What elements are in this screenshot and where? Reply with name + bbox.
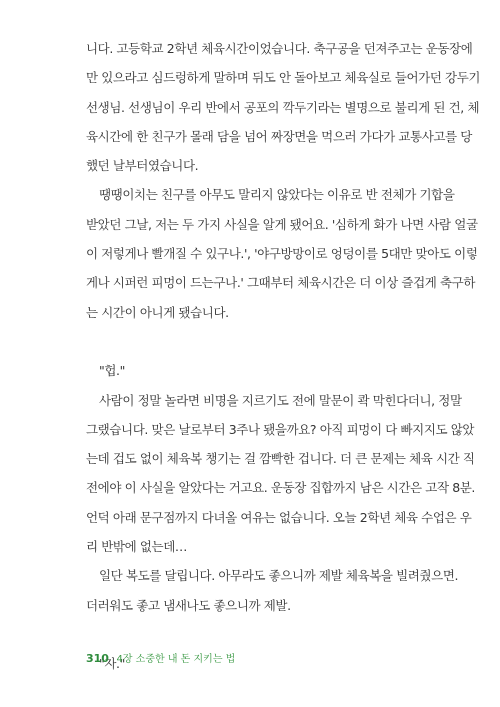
page-footer <box>86 650 235 665</box>
text-line: 전에야 이 사실을 알았다는 거고요. 운동장 집합까지 남은 시간은 고작 8분. <box>86 480 476 496</box>
text-line: 는 시간이 아니게 됐습니다. <box>86 304 229 320</box>
text-line: 사람이 정말 놀라면 비명을 지르기도 전에 말문이 콱 막힌다더니, 정말 <box>99 392 462 408</box>
text-line: 했던 날부터였습니다. <box>86 158 199 174</box>
text-line: 받았던 그날, 저는 두 가지 사실을 알게 됐어요. '심하게 화가 나면 사람 얼굴 <box>86 216 478 232</box>
page-number: 310 <box>86 652 109 665</box>
paragraph-gap <box>86 620 408 649</box>
body-text <box>86 34 481 679</box>
dialogue-line: "자." <box>99 656 125 672</box>
text-line: 리 반밖에 없는데… <box>86 539 187 555</box>
text-line: 선생님. 선생님이 우리 반에서 공포의 깍두기라는 별명으로 불리게 된 건, 체 <box>86 99 480 115</box>
text-line: 언덕 아래 문구점까지 다녀올 여유는 없습니다. 오늘 2학년 체육 수업은 우 <box>86 509 472 525</box>
text-line: 니다. 고등학교 2학년 체육시간이었습니다. 축구공을 던져주고는 운동장에 <box>86 41 473 56</box>
text-line: 이 저렇게나 빨개질 수 있구나.', '야구방망이로 엉덩이를 5대만 맞아도 이렇 <box>86 246 478 262</box>
text-line: 육시간에 한 친구가 몰래 담을 넘어 짜장면을 먹으러 가다가 교통사고를 당 <box>86 128 472 144</box>
text-line: 일단 복도를 달립니다. 아무라도 좋으니까 제발 체육복을 빌려줬으면. <box>99 568 459 584</box>
chapter-title: 4장 소중한 내 돈 지키는 법 <box>116 654 236 665</box>
dialogue-line: "헙." <box>99 363 125 379</box>
text-line: 게나 시퍼런 피멍이 드는구나.' 그때부터 체육시간은 더 이상 즐겁게 축구하 <box>86 275 476 291</box>
text-line: 땡땡이치는 친구를 아무도 말리지 않았다는 이유로 반 전체가 기합을 <box>99 187 455 203</box>
text-line: 만 있으라고 심드렁하게 말하며 뒤도 안 돌아보고 체육실로 들어가던 강두기 <box>86 70 481 86</box>
text-line: 그랬습니다. 맞은 날로부터 3주나 됐을까요? 아직 피멍이 다 빠지지도 않았 <box>86 421 475 437</box>
paragraph-gap <box>86 327 408 356</box>
text-line: 는데 겁도 없이 체육복 챙기는 걸 깜빡한 겁니다. 더 큰 문제는 체육 시간 직 <box>86 451 475 467</box>
text-line: 더러워도 좋고 냄새나도 좋으니까 제발. <box>86 597 291 613</box>
